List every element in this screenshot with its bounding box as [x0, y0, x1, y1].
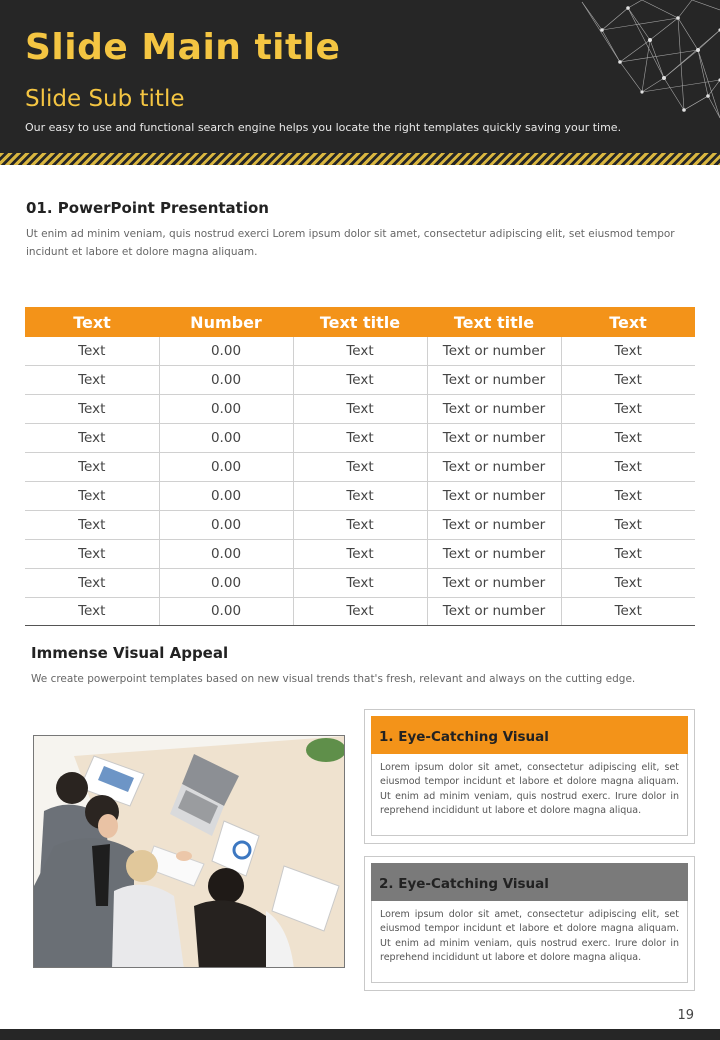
- table-cell: Text: [293, 453, 427, 482]
- table-cell: Text: [293, 481, 427, 510]
- table-cell: 0.00: [159, 453, 293, 482]
- table-cell: Text: [561, 597, 695, 626]
- table-cell: Text: [293, 568, 427, 597]
- header-description: Our easy to use and functional search engine helps you locate the right templates quickly saving your time.: [25, 121, 622, 134]
- table-row: [25, 539, 695, 568]
- table-cell: 0.00: [159, 597, 293, 626]
- table-row: [25, 424, 695, 453]
- table-cell: Text: [25, 597, 159, 626]
- table-cell: Text: [293, 337, 427, 366]
- meeting-illustration: [34, 736, 345, 968]
- table-cell: Text: [561, 453, 695, 482]
- table-cell: Text: [25, 395, 159, 424]
- section-title: 01. PowerPoint Presentation: [26, 199, 269, 217]
- info-box-text: Lorem ipsum dolor sit amet, consectetur adipiscing elit, set eiusmod tempor incidunt et labore et dolore magna aliquam. Ut enim ad minim veniam, quis nostrud exerc. Irure dolor in reprehend incididunt ut labore et dolore magna aliqua.: [371, 754, 688, 836]
- sub-title: Slide Sub title: [25, 86, 185, 112]
- table-header-cell: Text title: [293, 307, 427, 337]
- table-cell: Text: [561, 395, 695, 424]
- table-cell: 0.00: [159, 568, 293, 597]
- table-cell: Text or number: [427, 453, 561, 482]
- table-cell: 0.00: [159, 510, 293, 539]
- table-cell: Text: [293, 597, 427, 626]
- table-row: [25, 395, 695, 424]
- page-number: 19: [677, 1008, 694, 1023]
- table-cell: Text: [25, 568, 159, 597]
- section-text: Ut enim ad minim veniam, quis nostrud exerci Lorem ipsum dolor sit amet, consectetur adipiscing elit, set eiusmod tempor incidunt et labore et dolore magna aliquam.: [26, 228, 675, 258]
- table-row: [25, 481, 695, 510]
- table-cell: Text: [561, 568, 695, 597]
- info-box-title: 2. Eye-Catching Visual: [371, 863, 688, 901]
- table-cell: Text: [561, 510, 695, 539]
- table-cell: 0.00: [159, 366, 293, 395]
- table-row: [25, 453, 695, 482]
- table-cell: Text or number: [427, 568, 561, 597]
- table-header-cell: Text: [25, 307, 159, 337]
- table-cell: Text or number: [427, 481, 561, 510]
- table-cell: Text: [561, 481, 695, 510]
- info-box: [364, 709, 695, 844]
- info-box-text: Lorem ipsum dolor sit amet, consectetur adipiscing elit, set eiusmod tempor incidunt et labore et dolore magna aliquam. Ut enim ad minim veniam, quis nostrud exerc. Irure dolor in reprehend incididunt ut labore et dolore magna aliqua.: [371, 901, 688, 983]
- data-table: [25, 307, 695, 626]
- table-cell: Text or number: [427, 597, 561, 626]
- table-cell: Text or number: [427, 539, 561, 568]
- table-cell: 0.00: [159, 395, 293, 424]
- table-cell: Text: [561, 337, 695, 366]
- striped-divider: [0, 153, 720, 165]
- info-box: [364, 856, 695, 991]
- table-header-cell: Text title: [427, 307, 561, 337]
- info-box-title: 1. Eye-Catching Visual: [371, 716, 688, 754]
- table-cell: Text: [293, 366, 427, 395]
- section-text: We create powerpoint templates based on new visual trends that's fresh, relevant and always on the cutting edge.: [31, 673, 636, 685]
- table-cell: Text: [25, 337, 159, 366]
- table-cell: Text: [293, 539, 427, 568]
- table-header-row: [25, 307, 695, 337]
- table-cell: 0.00: [159, 539, 293, 568]
- header-banner: [0, 0, 720, 165]
- table-cell: Text: [293, 395, 427, 424]
- table-cell: Text: [25, 366, 159, 395]
- table-cell: Text or number: [427, 424, 561, 453]
- network-graphic: [580, 0, 720, 125]
- footer-bar: [0, 1029, 720, 1040]
- table-cell: 0.00: [159, 424, 293, 453]
- table-cell: Text: [293, 424, 427, 453]
- table-row: [25, 337, 695, 366]
- table-cell: 0.00: [159, 481, 293, 510]
- table-header-cell: Number: [159, 307, 293, 337]
- meeting-photo: [33, 735, 345, 968]
- table-cell: 0.00: [159, 337, 293, 366]
- table-header-cell: Text: [561, 307, 695, 337]
- table-cell: Text: [561, 424, 695, 453]
- table-cell: Text: [561, 366, 695, 395]
- table-cell: Text or number: [427, 510, 561, 539]
- table-cell: Text: [25, 481, 159, 510]
- table-cell: Text: [25, 539, 159, 568]
- table-cell: Text or number: [427, 337, 561, 366]
- table-cell: Text: [561, 539, 695, 568]
- table-cell: Text: [25, 453, 159, 482]
- main-title: Slide Main title: [25, 27, 341, 68]
- table-cell: Text or number: [427, 366, 561, 395]
- table-cell: Text: [293, 510, 427, 539]
- table-cell: Text: [25, 424, 159, 453]
- table-cell: Text: [25, 510, 159, 539]
- table-row: [25, 568, 695, 597]
- section-title: Immense Visual Appeal: [31, 644, 229, 662]
- table-row: [25, 510, 695, 539]
- table-row: [25, 597, 695, 626]
- table-row: [25, 366, 695, 395]
- table-cell: Text or number: [427, 395, 561, 424]
